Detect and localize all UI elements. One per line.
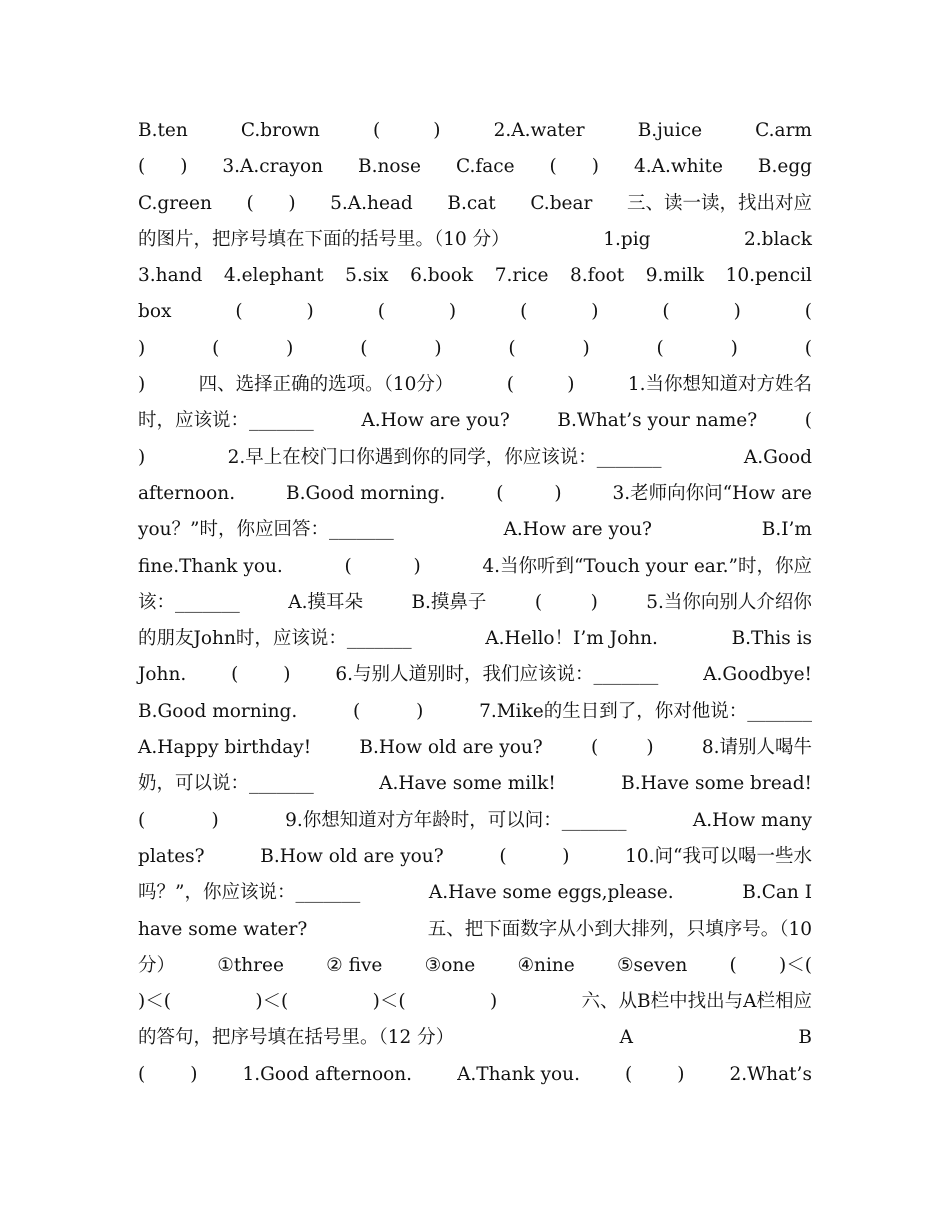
text-line — [138, 294, 812, 330]
text-segment: 7.Mike的生日到了，你对他说：_______ — [479, 700, 812, 722]
text-segment: John. — [138, 664, 187, 686]
text-segment: A.Have some eggs,please. — [428, 882, 674, 904]
text-segment: ⑤seven — [616, 954, 688, 976]
text-segment: 的答句，把序号填在括号里。（12 分） — [138, 1027, 455, 1049]
text-segment: ( — [662, 301, 670, 323]
text-line — [138, 1020, 812, 1056]
text-line — [138, 730, 812, 766]
text-segment: 五、把下面数字从小到大排列，只填序号。（10 — [427, 918, 812, 940]
text-segment: ( — [506, 374, 514, 396]
text-segment: C.green — [138, 192, 212, 214]
text-segment: ) — [562, 845, 570, 867]
text-segment: ) — [138, 374, 146, 396]
text-segment: )＜( — [255, 991, 289, 1013]
text-segment: 4.elephant — [223, 265, 324, 287]
text-line — [138, 367, 812, 403]
text-line — [138, 948, 812, 984]
text-line — [138, 803, 812, 839]
text-segment: B.This is — [731, 628, 812, 650]
text-segment: B.Can I — [742, 882, 812, 904]
text-line — [138, 331, 812, 367]
text-segment: ) — [448, 301, 457, 323]
text-segment: B.Good morning. — [286, 482, 446, 504]
text-segment: ) — [138, 337, 146, 359]
text-segment: ) — [283, 664, 291, 686]
text-segment: ) — [590, 591, 598, 613]
text-segment: )＜( — [138, 991, 171, 1013]
text-segment: A.Have some milk! — [379, 773, 556, 795]
text-segment: 的图片，把序号填在下面的括号里。（10 分） — [138, 228, 510, 250]
text-segment: 六、从B栏中找出与A栏相应 — [581, 991, 812, 1013]
text-segment: ( — [804, 410, 812, 432]
text-segment: ④nine — [517, 954, 575, 976]
text-segment: ( — [499, 845, 507, 867]
text-segment: ( — [590, 737, 599, 759]
text-segment: 5.six — [345, 265, 389, 287]
text-segment: you？”时，你应回答：_______ — [138, 519, 394, 541]
text-line — [138, 875, 812, 911]
text-segment: ( — [804, 337, 812, 359]
text-segment: ( — [377, 301, 385, 323]
text-segment: 2.早上在校门口你遇到你的同学，你应该说：_______ — [227, 446, 662, 468]
text-segment: ) — [646, 737, 654, 759]
text-segment: 10.问“我可以喝一些水 — [625, 845, 812, 867]
text-segment: ( — [549, 156, 557, 178]
text-segment: 1.Good afternoon. — [242, 1063, 413, 1085]
text-segment: ①three — [217, 954, 284, 976]
text-segment: 2.A.water — [493, 120, 585, 141]
text-segment: 吗？”，你应该说：_______ — [138, 882, 361, 904]
text-line — [138, 186, 812, 222]
text-segment: 6.与别人道别时，我们应该说：_______ — [335, 664, 659, 686]
text-segment: ) — [554, 482, 562, 504]
text-segment: ) — [582, 337, 590, 359]
text-segment: ( — [353, 700, 361, 722]
text-segment: A.How are you? — [361, 410, 510, 432]
text-segment: ( — [729, 954, 737, 976]
text-line — [138, 1057, 812, 1093]
text-segment: 1.当你想知道对方姓名 — [627, 374, 812, 396]
text-segment: 2.What’s — [729, 1063, 812, 1085]
text-line — [138, 403, 812, 439]
text-segment: ) — [288, 192, 296, 214]
text-segment: ) — [286, 337, 294, 359]
text-segment: 分） — [138, 954, 176, 976]
text-segment: 的朋友John时，应该说：_______ — [138, 628, 412, 650]
text-segment: 5.A.head — [330, 192, 413, 214]
text-segment: ) — [433, 120, 441, 141]
text-segment: ) — [591, 156, 599, 178]
text-segment: ( — [508, 337, 516, 359]
text-segment: A.摸耳朵 — [288, 591, 363, 613]
text-segment: C.arm — [755, 120, 812, 141]
text-segment: B.How old are you? — [260, 845, 444, 867]
text-segment: 4.A.white — [633, 156, 723, 178]
text-segment: B.nose — [358, 156, 422, 178]
text-line — [138, 621, 812, 657]
text-segment: 9.milk — [645, 265, 705, 287]
text-segment: B.What’s your name? — [557, 410, 758, 432]
text-segment: 4.当你听到“Touch your ear.”时，你应 — [482, 555, 812, 577]
text-segment: A.Thank you. — [457, 1063, 580, 1085]
text-line — [138, 113, 812, 149]
text-line — [138, 440, 812, 476]
text-segment: A.Good — [743, 446, 812, 468]
text-segment: B — [798, 1027, 812, 1049]
text-segment: 6.book — [410, 265, 474, 287]
text-segment: 时，应该说：_______ — [138, 410, 314, 432]
text-segment: 5.当你向别人介绍你 — [646, 591, 812, 613]
text-segment: )＜( — [779, 954, 812, 976]
text-segment: ( — [520, 301, 528, 323]
text-segment: B.egg — [757, 156, 812, 178]
text-segment: 2.black — [743, 228, 812, 250]
text-segment: ( — [212, 337, 220, 359]
document-page — [138, 113, 812, 1093]
text-segment: A.Goodbye! — [703, 664, 812, 686]
text-segment: ) — [180, 156, 188, 178]
text-segment: 3.老师向你问“How are — [612, 482, 812, 504]
text-segment: ( — [534, 591, 543, 613]
text-segment: ( — [138, 156, 146, 178]
text-segment: box — [138, 301, 172, 323]
text-segment: ③one — [424, 954, 476, 976]
text-segment: B.摸鼻子 — [411, 591, 487, 613]
text-segment: )＜( — [372, 991, 406, 1013]
text-segment: B.I’m — [761, 519, 812, 541]
text-segment: A — [619, 1027, 633, 1049]
text-line — [138, 549, 812, 585]
text-segment: B.How old are you? — [359, 737, 543, 759]
text-segment: B.Good morning. — [138, 700, 298, 722]
text-segment: B.Have some bread! — [621, 773, 812, 795]
text-segment: ) — [211, 809, 219, 831]
text-segment: ( — [804, 301, 812, 323]
text-segment: ) — [434, 337, 442, 359]
text-segment: ) — [138, 446, 146, 468]
text-segment: C.face — [456, 156, 515, 178]
text-segment: ( — [344, 555, 352, 577]
text-segment: 1.pig — [603, 228, 651, 250]
text-line — [138, 476, 812, 512]
text-segment: ) — [567, 374, 575, 396]
text-segment: ) — [677, 1063, 685, 1085]
text-line — [138, 585, 812, 621]
text-segment: A.How many — [692, 809, 812, 831]
text-segment: 10.pencil — [725, 265, 812, 287]
text-segment: 奶，可以说：_______ — [138, 773, 314, 795]
text-segment: plates? — [138, 845, 205, 867]
text-segment: ) — [413, 555, 421, 577]
text-segment: ) — [489, 991, 498, 1013]
text-segment: ( — [372, 120, 381, 141]
text-segment: B.cat — [447, 192, 496, 214]
text-segment: A.How are you? — [503, 519, 652, 541]
text-segment: ② five — [326, 954, 383, 976]
text-segment: ( — [360, 337, 368, 359]
text-segment: ) — [190, 1063, 198, 1085]
text-segment: have some water? — [138, 918, 308, 940]
text-segment: 3.A.crayon — [222, 156, 324, 178]
text-line — [138, 657, 812, 693]
text-segment: A.Hello！I’m John. — [485, 628, 658, 650]
text-segment: 9.你想知道对方年龄时，可以问：_______ — [285, 809, 627, 831]
text-line — [138, 766, 812, 802]
text-segment: ( — [235, 301, 243, 323]
text-segment: C.brown — [240, 120, 320, 141]
text-segment: ( — [496, 482, 504, 504]
text-segment: ) — [591, 301, 599, 323]
text-segment: ( — [625, 1063, 633, 1085]
text-segment: ) — [306, 301, 314, 323]
text-segment: ) — [730, 337, 738, 359]
text-segment: B.ten — [138, 120, 188, 141]
text-line — [138, 512, 812, 548]
text-segment: afternoon. — [138, 482, 236, 504]
text-segment: 8.请别人喝牛 — [701, 737, 812, 759]
text-segment: ) — [733, 301, 741, 323]
text-line — [138, 984, 812, 1020]
text-segment: ( — [656, 337, 664, 359]
text-segment: fine.Thank you. — [138, 555, 283, 577]
text-segment: ) — [416, 700, 424, 722]
text-line — [138, 694, 812, 730]
text-line — [138, 258, 812, 294]
text-segment: 8.foot — [570, 265, 625, 287]
text-segment: ( — [231, 664, 239, 686]
text-segment: 该：_______ — [138, 591, 240, 613]
text-segment: 三、读一读，找出对应 — [626, 192, 812, 214]
text-segment: ( — [138, 809, 146, 831]
text-line — [138, 839, 812, 875]
text-segment: ( — [246, 192, 254, 214]
text-segment: 3.hand — [138, 265, 203, 287]
text-line — [138, 149, 812, 185]
text-segment: C.bear — [530, 192, 593, 214]
text-segment: B.juice — [637, 120, 703, 141]
text-segment: 7.rice — [494, 265, 549, 287]
text-segment: 四、选择正确的选项。（10分） — [198, 374, 454, 396]
text-line — [138, 222, 812, 258]
text-line — [138, 912, 812, 948]
text-segment: ( — [138, 1063, 146, 1085]
text-segment: A.Happy birthday! — [138, 737, 312, 759]
